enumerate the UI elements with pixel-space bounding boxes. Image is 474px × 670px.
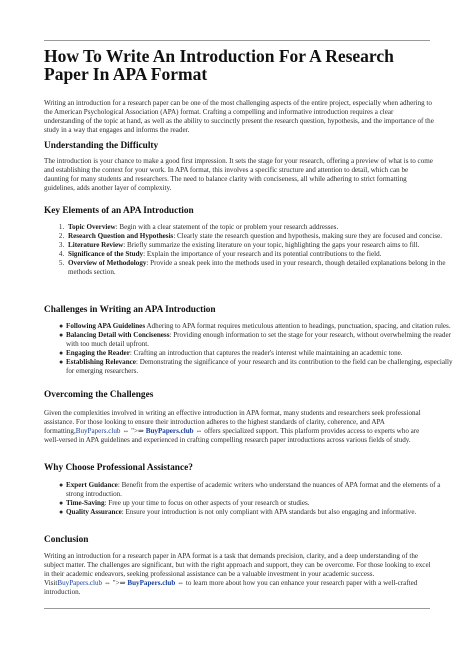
- bullet-icon: ●: [59, 331, 64, 339]
- conclusion-paragraph: [44, 552, 434, 597]
- bullet-icon: ●: [59, 349, 64, 357]
- item-text: : Provide a sneak peek into the methods used in your research, though detailed explanations belong in the methods section.: [68, 259, 446, 276]
- paragraph-text: Writing an introduction for a research paper in APA format is a task that demands precision, clarity, and a deep understanding of the subject matter. The challenges are significant, but with the right approach and support, they can be overcome. For those looking to excel in their academic endeavors, seeking professional assistance can be a valuable investment in your academic success. Visit: [44, 552, 431, 587]
- list-item: [66, 232, 458, 241]
- list-item: [59, 322, 458, 331]
- item-term: Significance of the Study: [68, 250, 144, 258]
- item-text: : Benefit from the expertise of academic writers who understand the nuances of APA format and the elements of a strong introduction.: [66, 481, 441, 498]
- heading-conclusion: Conclusion: [44, 535, 89, 545]
- item-term: Following APA Guidelines: [66, 322, 146, 330]
- list-item: [66, 223, 458, 232]
- bullet-icon: ●: [59, 358, 64, 366]
- item-text: : Free up your time to focus on other aspects of your research or studies.: [104, 499, 310, 507]
- item-term: Research Question and Hypothesis: [68, 232, 174, 240]
- challenges-list: [44, 322, 458, 376]
- heading-understanding: Understanding the Difficulty: [44, 141, 159, 151]
- bullet-icon: ●: [59, 508, 64, 516]
- bullet-icon: ●: [59, 322, 64, 330]
- understanding-paragraph: The introduction is your chance to make a good first impression. It sets the stage for your research, offering a preview of what is to come and establishing the context for your work. In APA format, this involves a specific structure and attention to detail, which can be daunting for many students and researchers. The need to balance clarity with conciseness, all while adhering to strict formatting guidelines, adds another layer of complexity.: [44, 157, 433, 192]
- overcoming-paragraph: [44, 409, 434, 445]
- heading-overcoming: Overcoming the Challenges: [44, 390, 154, 400]
- item-text: Adhering to APA format requires meticulous attention to headings, punctuation, spacing, and citation rules.: [145, 322, 451, 330]
- page-title: How To Write An Introduction For A Research Paper In APA Format: [44, 46, 394, 84]
- bottom-rule: [44, 608, 430, 609]
- list-item: [59, 331, 458, 349]
- item-text: : Explain the importance of your research and its potential contributions to the field.: [143, 250, 382, 258]
- heading-why-choose: Why Choose Professional Assistance?: [44, 463, 193, 473]
- item-text: : Begin with a clear statement of the topic or problem your research addresses.: [115, 223, 339, 231]
- item-text: : Crafting an introduction that captures the reader's interest while maintaining an academic tone.: [129, 349, 403, 357]
- paragraph-text: offers specialized support. This platform provides access to experts who are well-versed in APA guidelines and experienced in crafting compelling research paper introductions across various fields of study.: [44, 427, 420, 444]
- arrow-glyph: ⇔ ">⇒: [120, 427, 146, 435]
- heading-key-elements: Key Elements of an APA Introduction: [44, 206, 194, 216]
- paragraph-text: to learn more about how you can enhance your research paper with a well-crafted introduction.: [44, 579, 418, 596]
- list-item: [66, 241, 458, 250]
- arrow-glyph: ⇔: [175, 579, 185, 587]
- key-elements-list: [44, 223, 458, 277]
- list-item: [66, 259, 458, 277]
- list-item: [59, 349, 458, 358]
- top-rule: [44, 40, 430, 41]
- item-term: Topic Overview: [68, 223, 116, 231]
- item-text: : Providing enough information to set the stage for your research, without overwhelming the reader with too much detail upfront.: [66, 331, 451, 348]
- buypapers-link[interactable]: BuyPapers.club: [75, 427, 121, 435]
- item-term: Overview of Methodology: [68, 259, 147, 267]
- item-term: Expert Guidance: [66, 481, 118, 489]
- item-text: : Demonstrating the significance of your research and its contribution to the field can be challenging, especially for emerging researchers.: [66, 358, 453, 375]
- intro-paragraph: Writing an introduction for a research paper can be one of the most challenging aspects of the entire project, especially when adhering to the American Psychological Association (APA) format. Crafting a compelling and informative introduction requires a clear understanding of the topic at hand, as well as the ability to succinctly present the research question, hypothesis, and the importance of the study in a way that engages and informs the reader.: [44, 99, 434, 134]
- buypapers-link-bold[interactable]: BuyPapers.club: [145, 427, 194, 435]
- heading-challenges: Challenges in Writing an APA Introduction: [44, 305, 216, 315]
- item-term: Establishing Relevance: [66, 358, 136, 366]
- item-text: : Clearly state the research question and hypothesis, making sure they are focused and concise.: [173, 232, 442, 240]
- list-item: [66, 250, 458, 259]
- bullet-icon: ●: [59, 499, 64, 507]
- item-text: : Briefly summarize the existing literature on your topic, highlighting the gaps your research aims to fill.: [123, 241, 420, 249]
- list-item: [59, 508, 458, 517]
- buypapers-link-bold[interactable]: BuyPapers.club: [127, 579, 176, 587]
- list-item: [59, 499, 458, 508]
- arrow-glyph: ⇔: [193, 427, 203, 435]
- item-text: : Ensure your introduction is not only compliant with APA standards but also engaging and informative.: [121, 508, 417, 516]
- item-term: Engaging the Reader: [66, 349, 130, 357]
- arrow-glyph: ⇔ ">⇒: [102, 579, 128, 587]
- why-choose-list: [44, 481, 458, 517]
- item-term: Balancing Detail with Conciseness: [66, 331, 170, 339]
- bullet-icon: ●: [59, 481, 64, 489]
- buypapers-link[interactable]: BuyPapers.club: [57, 579, 103, 587]
- paragraph-text: Given the complexities involved in writing an effective introduction in APA format, many students and researchers seek professional assistance. For those looking to ensure their introduction adheres to the highest standards of clarity, coherence, and APA formatting,: [44, 409, 421, 435]
- list-item: [59, 481, 458, 499]
- item-term: Quality Assurance: [66, 508, 122, 516]
- list-item: [59, 358, 458, 376]
- item-term: Literature Review: [68, 241, 124, 249]
- item-term: Time-Saving: [66, 499, 105, 507]
